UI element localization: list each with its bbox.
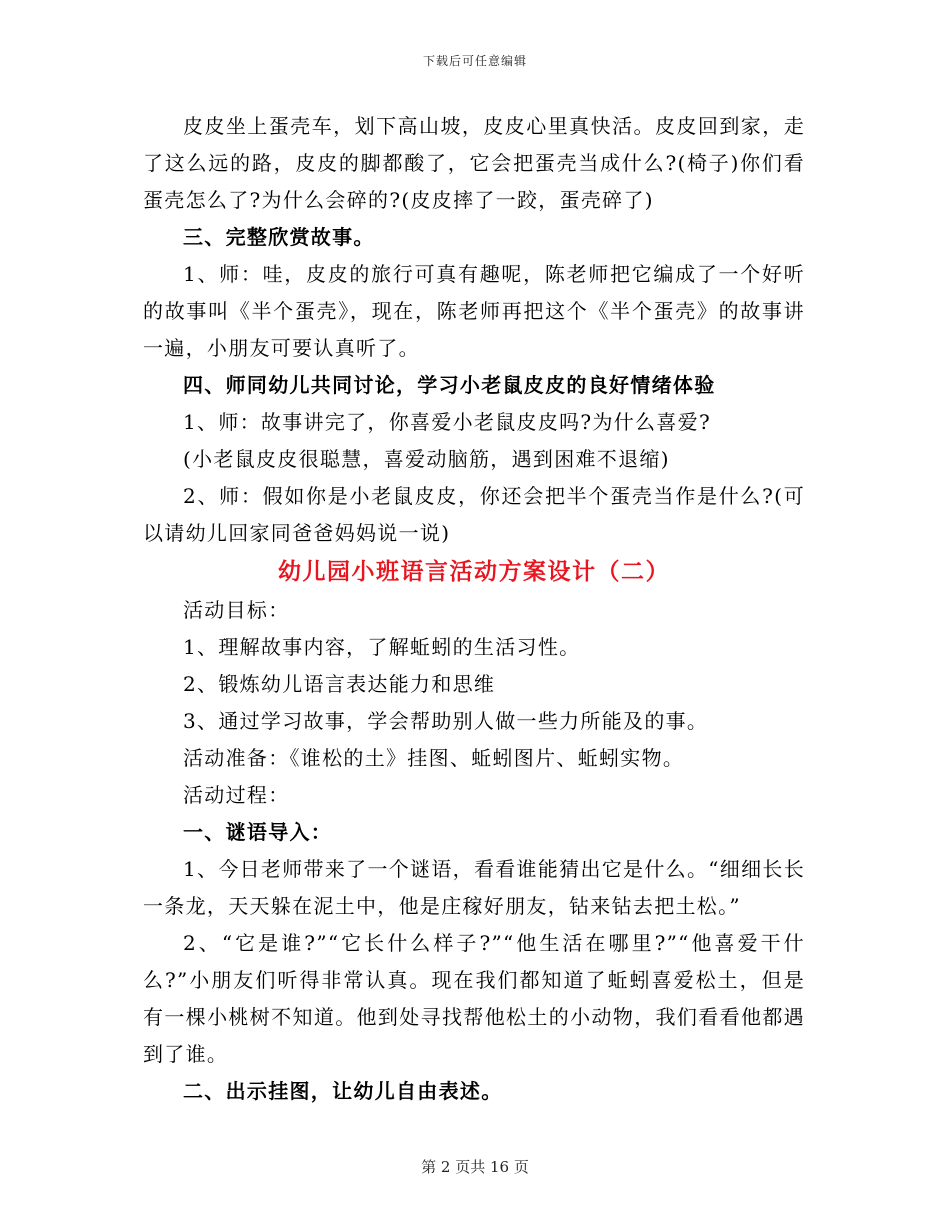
- goal-item-3: 3、通过学习故事，学会帮助别人做一些力所能及的事。: [183, 709, 709, 733]
- paragraph-questions: 2、“它是谁?”“它长什么样子?”“他生活在哪里?”“他喜爱干什么?”小朋友们听得非常认真。现在我们都知道了蚯蚓喜爱松土，但是有一棵小桃树不知道。他到处寻找帮他松土的小动物，我们看看他都遇到了谁。: [143, 931, 805, 1066]
- paragraph-story-ending: 皮皮坐上蛋壳车，划下高山坡，皮皮心里真快活。皮皮回到家，走了这么远的路，皮皮的脚都酸了，它会把蛋壳当成什么?(椅子)你们看蛋壳怎么了?为什么会碎的?(皮皮摔了一跤，蛋壳碎了): [143, 114, 805, 212]
- activity-goals-label: 活动目标：: [183, 598, 290, 622]
- step-heading-2: 二、出示挂图，让幼儿自由表述。: [183, 1079, 503, 1103]
- page-header: 下载后可任意编辑: [422, 54, 527, 68]
- activity-preparation: 活动准备：《谁松的土》挂图、蚯蚓图片、蚯蚓实物。: [183, 746, 685, 770]
- activity-process-label: 活动过程：: [183, 783, 290, 807]
- step-heading-1: 一、谜语导入：: [183, 820, 333, 844]
- step-heading-4: 四、师同幼儿共同讨论，学习小老鼠皮皮的良好情绪体验: [183, 373, 716, 397]
- paragraph-step-4-answer: (小老鼠皮皮很聪慧，喜爱动脑筋，遇到困难不退缩): [183, 447, 670, 471]
- paragraph-step-3-1: 1、师：哇，皮皮的旅行可真有趣呢，陈老师把它编成了一个好听的故事叫《半个蛋壳》，现在，陈老师再把这个《半个蛋壳》的故事讲一遍，小朋友可要认真听了。: [143, 262, 805, 360]
- step-heading-3: 三、完整欣赏故事。: [183, 225, 375, 249]
- paragraph-step-4-1: 1、师：故事讲完了，你喜爱小老鼠皮皮吗?为什么喜爱?: [183, 410, 711, 434]
- section-title: 幼儿园小班语言活动方案设计（二）: [278, 558, 670, 585]
- goal-item-1: 1、理解故事内容，了解蚯蚓的生活习性。: [183, 635, 581, 659]
- paragraph-step-4-2: 2、师：假如你是小老鼠皮皮，你还会把半个蛋壳当作是什么?(可以请幼儿回家同爸爸妈妈说一说): [143, 484, 805, 545]
- page-footer: 第 2 页共 16 页: [421, 1158, 529, 1176]
- document-body: [143, 108, 805, 1110]
- paragraph-riddle: 1、今日老师带来了一个谜语，看看谁能猜出它是什么。“细细长长一条龙，天天躲在泥土中，他是庄稼好朋友，钻来钻去把土松。”: [143, 857, 805, 918]
- goal-item-2: 2、锻炼幼儿语言表达能力和思维: [183, 672, 496, 696]
